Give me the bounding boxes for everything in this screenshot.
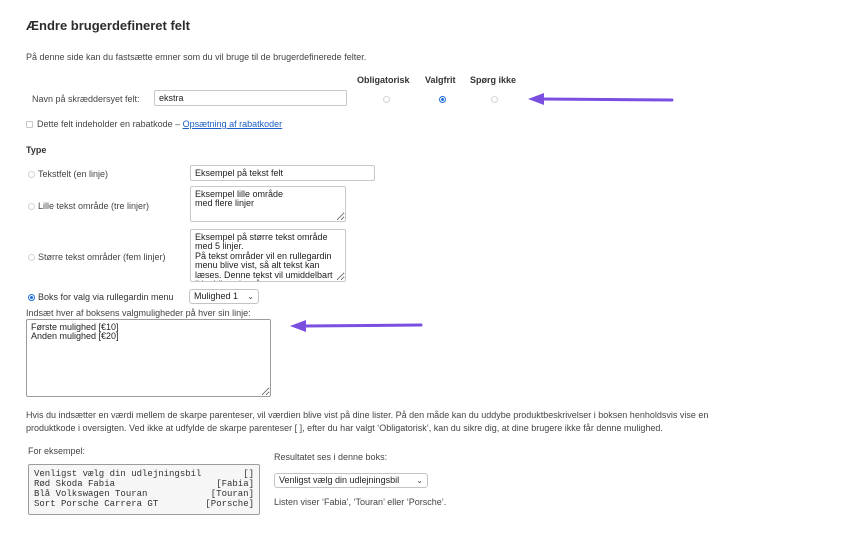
result-label: Resultatet ses i denne boks: bbox=[274, 452, 388, 462]
text-field-example-input[interactable] bbox=[190, 165, 375, 181]
result-select-value: Venligst vælg din udlejningsbil bbox=[279, 475, 400, 485]
dont-ask-radio[interactable] bbox=[491, 96, 498, 103]
chevron-down-icon: ⌄ bbox=[416, 476, 423, 485]
options-textarea[interactable] bbox=[26, 319, 271, 397]
type-text-field-radio[interactable] bbox=[28, 171, 35, 178]
page-title: Ændre brugerdefineret felt bbox=[26, 18, 190, 33]
example-row: Rød Skoda Fabia [Fabia] bbox=[34, 479, 254, 489]
type-large-area-label: Større tekst områder (fem linjer) bbox=[38, 252, 166, 262]
column-header-mandatory: Obligatorisk bbox=[357, 75, 410, 85]
type-dropdown-radio[interactable] bbox=[28, 294, 35, 301]
column-header-dont-ask: Spørg ikke bbox=[470, 75, 517, 85]
help-text bbox=[26, 409, 826, 435]
example-label: For eksempel: bbox=[28, 446, 86, 456]
example-box bbox=[28, 464, 260, 515]
discount-setup-link[interactable]: Opsætning af rabatkoder bbox=[182, 119, 283, 129]
field-name-label: Navn på skræddersyet felt: bbox=[32, 94, 140, 104]
mandatory-radio[interactable] bbox=[383, 96, 390, 103]
discount-checkbox[interactable] bbox=[26, 121, 33, 128]
page-intro: På denne side kan du fastsætte emner som du vil bruge til de brugerdefinerede felter. bbox=[26, 52, 367, 62]
example-row: Venligst vælg din udlejningsbil [] bbox=[34, 469, 254, 479]
discount-label: Dette felt indeholder en rabatkode – bbox=[37, 119, 181, 129]
annotation-arrow-icon bbox=[528, 92, 674, 106]
type-text-field-label: Tekstfelt (en linje) bbox=[38, 169, 109, 179]
result-select[interactable] bbox=[274, 473, 428, 488]
large-area-example-textarea[interactable] bbox=[190, 229, 346, 282]
dropdown-example-select[interactable] bbox=[189, 289, 259, 304]
type-small-area-radio[interactable] bbox=[28, 203, 35, 210]
chevron-down-icon: ⌄ bbox=[247, 292, 254, 301]
type-heading: Type bbox=[26, 145, 47, 155]
type-small-area-label: Lille tekst område (tre linjer) bbox=[38, 201, 150, 211]
small-area-example-textarea[interactable] bbox=[190, 186, 346, 222]
optional-radio[interactable] bbox=[439, 96, 446, 103]
result-note: Listen viser ‘Fabia’, ‘Touran’ eller ‘Porsche’. bbox=[274, 497, 447, 507]
type-large-area-radio[interactable] bbox=[28, 254, 35, 261]
help-text-line-1: Hvis du indsætter en værdi mellem de skarpe parenteser, vil værdien blive vist på dine lister. På den måde kan du uddybe produktbeskrivelser i boksen henholdsvis vise en bbox=[26, 410, 709, 420]
type-dropdown-label: Boks for valg via rullegardin menu bbox=[38, 292, 174, 302]
help-text-line-2: produktkode i oversigten. Ved ikke at udfylde de skarpe parenteser [ ], efter du har valgt ‘Obligatorisk’, kan du sikre dig, at dine brugere ikke får denne mulighed. bbox=[26, 423, 663, 433]
annotation-arrow-icon bbox=[290, 319, 424, 333]
example-row: Sort Porsche Carrera GT [Porsche] bbox=[34, 499, 254, 509]
options-input-label: Indsæt hver af boksens valgmuligheder på hver sin linje: bbox=[26, 308, 251, 318]
column-header-optional: Valgfrit bbox=[425, 75, 456, 85]
example-row: Blå Volkswagen Touran [Touran] bbox=[34, 489, 254, 499]
dropdown-example-value: Mulighed 1 bbox=[194, 291, 239, 301]
field-name-input[interactable] bbox=[154, 90, 347, 106]
